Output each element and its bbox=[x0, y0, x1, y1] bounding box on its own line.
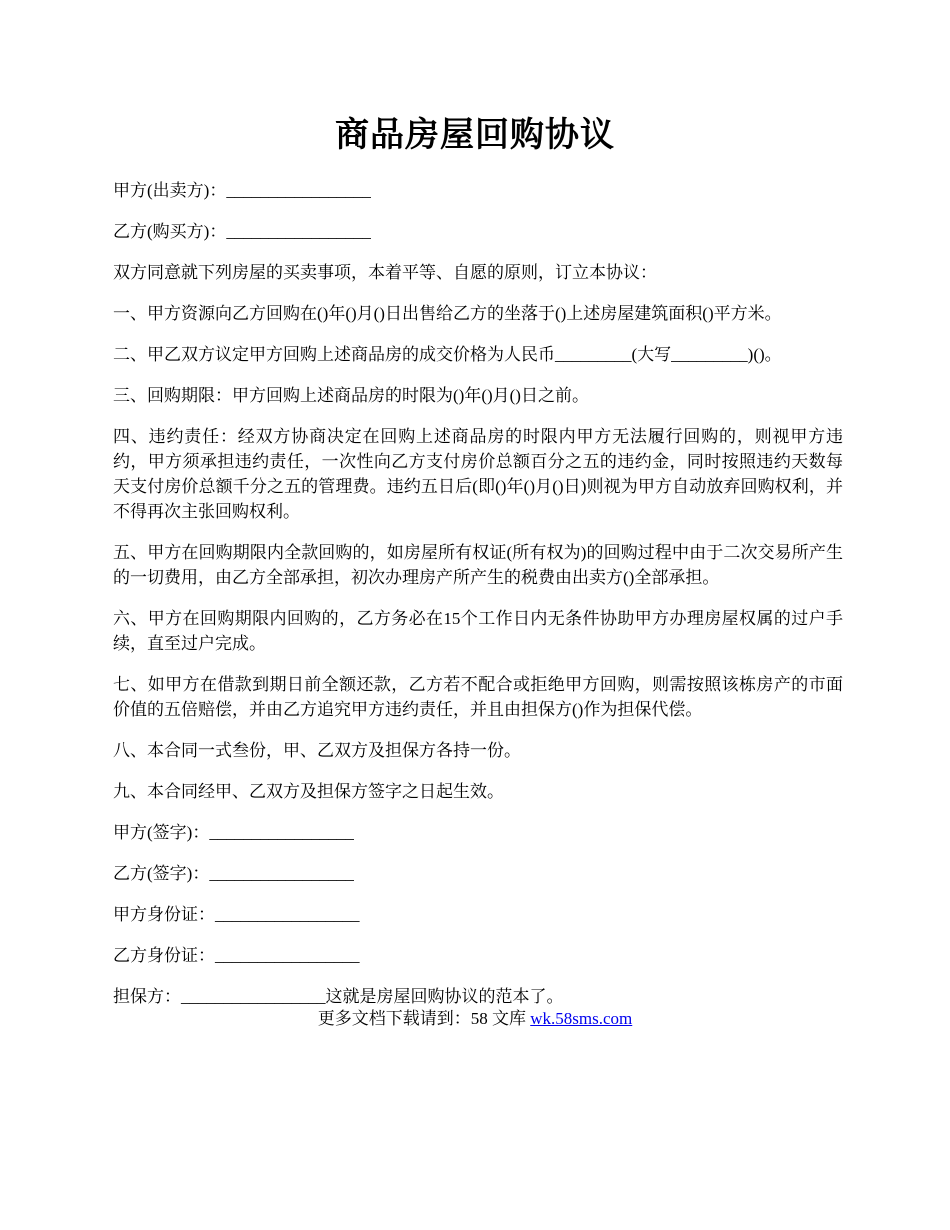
footer bbox=[0, 1006, 950, 1032]
party-b-id-line: 乙方身份证：_________________ bbox=[113, 946, 360, 965]
party-b-buyer-line: 乙方(购买方)：_________________ bbox=[113, 222, 371, 241]
clause-9: 九、本合同经甲、乙双方及担保方签字之日起生效。 bbox=[113, 782, 504, 801]
party-a-id-line: 甲方身份证：_________________ bbox=[113, 905, 360, 924]
guarantor-line: 担保方：_________________这就是房屋回购协议的范本了。 bbox=[113, 987, 564, 1006]
footer-link[interactable]: wk.58sms.com bbox=[530, 1009, 633, 1028]
party-a-seller-line: 甲方(出卖方)：_________________ bbox=[113, 181, 371, 200]
party-b-signature-line: 乙方(签字)：_________________ bbox=[113, 864, 354, 883]
clause-8: 八、本合同一式叁份，甲、乙双方及担保方各持一份。 bbox=[113, 741, 521, 760]
clause-2: 二、甲乙双方议定甲方回购上述商品房的成交价格为人民币_________(大写_________)()。 bbox=[113, 345, 782, 364]
clause-6: 六、甲方在回购期限内回购的，乙方务必在15个工作日内无条件协助甲方办理房屋权属的过户手续，直至过户完成。 bbox=[113, 609, 843, 653]
clause-5: 五、甲方在回购期限内全款回购的，如房屋所有权证(所有权为)的回购过程中由于二次交易所产生的一切费用，由乙方全部承担，初次办理房产所产生的税费由出卖方()全部承担。 bbox=[113, 543, 843, 587]
agreement-intro: 双方同意就下列房屋的买卖事项，本着平等、自愿的原则，订立本协议： bbox=[113, 263, 657, 282]
document-title: 商品房屋回购协议 bbox=[335, 117, 615, 154]
clause-1: 一、甲方资源向乙方回购在()年()月()日出售给乙方的坐落于()上述房屋建筑面积()平方米。 bbox=[113, 304, 782, 323]
document-body bbox=[113, 178, 843, 1025]
clause-4: 四、违约责任：经双方协商决定在回购上述商品房的时限内甲方无法履行回购的，则视甲方违约，甲方须承担违约责任，一次性向乙方支付房价总额百分之五的违约金，同时按照违约天数每天支付房价总额千分之五的管理费。违约五日后(即()年()月()日)则视为甲方自动放弃回购权利，并不得再次主张回购权利。 bbox=[113, 427, 843, 521]
clause-7: 七、如甲方在借款到期日前全额还款，乙方若不配合或拒绝甲方回购，则需按照该栋房产的市面价值的五倍赔偿，并由乙方追究甲方违约责任，并且由担保方()作为担保代偿。 bbox=[113, 675, 843, 719]
clause-3: 三、回购期限：甲方回购上述商品房的时限为()年()月()日之前。 bbox=[113, 386, 589, 405]
party-a-signature-line: 甲方(签字)：_________________ bbox=[113, 823, 354, 842]
footer-text: 更多文档下载请到：58 文库 bbox=[317, 1009, 531, 1028]
